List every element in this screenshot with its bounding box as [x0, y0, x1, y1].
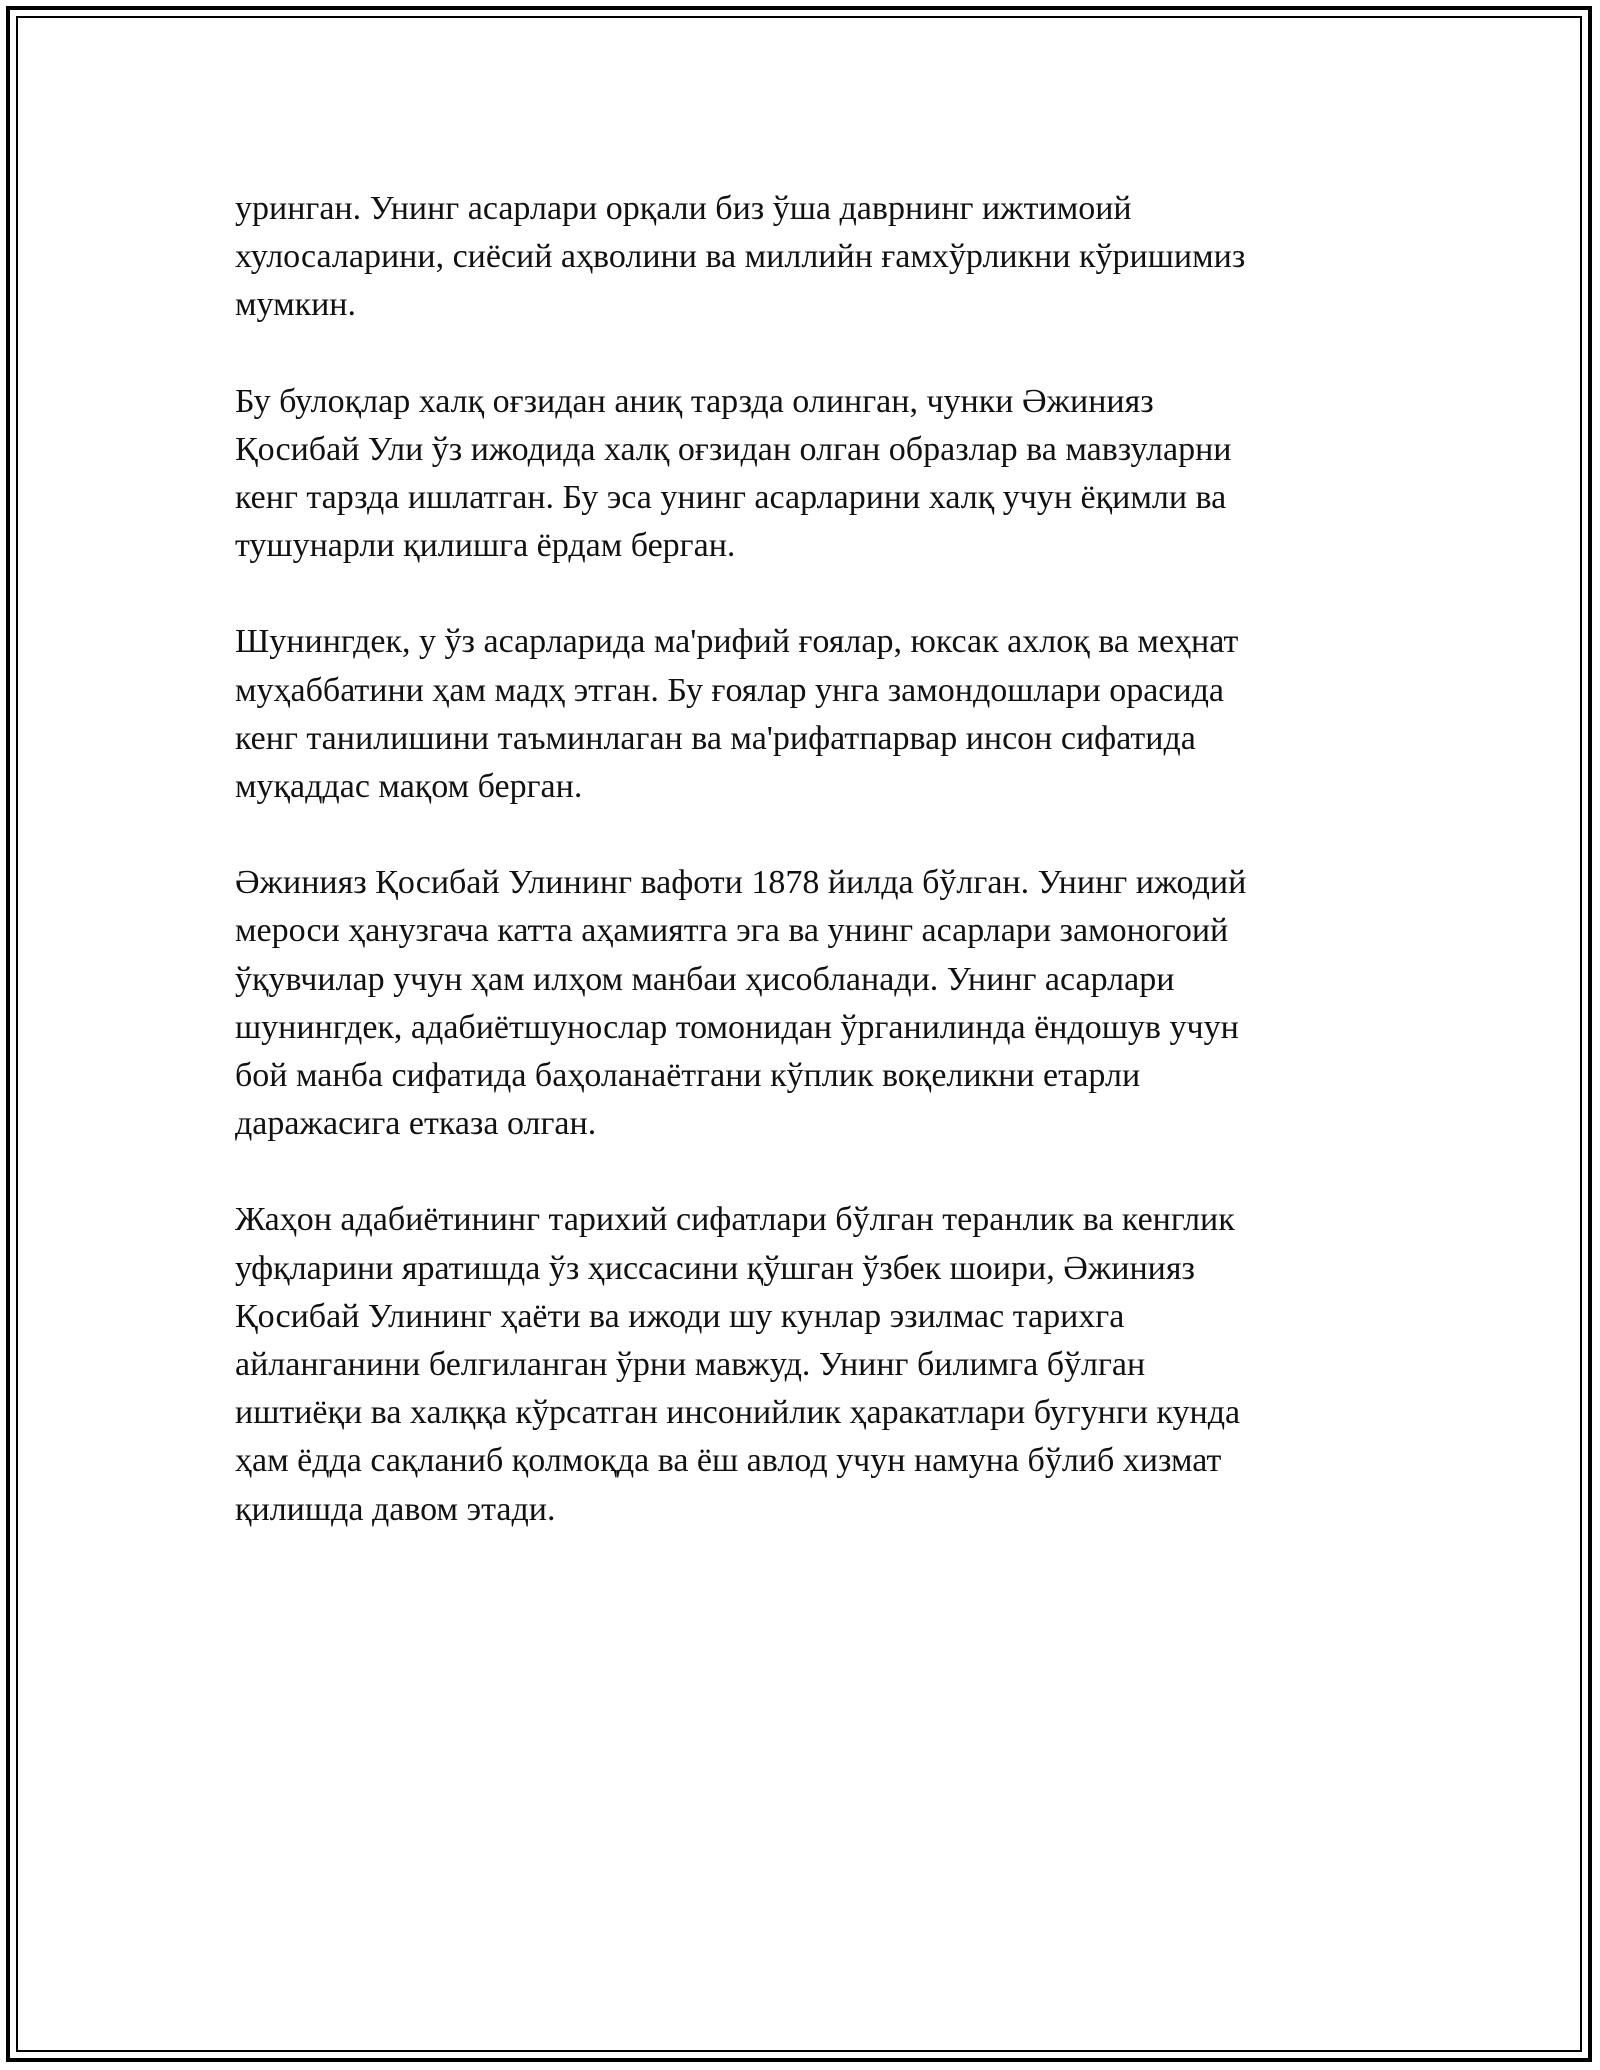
paragraph-1: уринган. Унинг асарлари орқали биз ўша даврнинг ижтимоий хулосаларини, сиёсий аҳволини ва миллийн ғамхўрликни кўришимиз мумкин. — [235, 190, 1246, 324]
paragraph-4: Әжинияз Қосибай Улининг вафоти 1878 йилда бўлган. Унинг ижодий мероси ҳанузгача катта аҳамиятга эга ва унинг асарлари замоногоий ўқувчилар учун ҳам илҳом манбаи ҳисобланади. Унинг асарлари шунингдек, адабиётшунослар томонидан ўрганилинда ёндошув учун бой манба сифатида баҳоланаётгани кўплик воқеликни етарли даражасига етказа олган. — [235, 864, 1247, 1143]
paragraph-3: Шунингдек, у ўз асарларида ма'рифий ғоялар, юксак ахлоқ ва меҳнат муҳаббатини ҳам мадҳ этган. Бу ғоялар унга замондошлари орасида кенг танилишини таъминлаган ва ма'рифатпарвар инсон сифатида муқаддас мақом берган. — [235, 623, 1239, 806]
paragraph-5: Жаҳон адабиётининг тарихий сифатлари бўлган теранлик ва кенглик уфқларини яратишда ўз ҳиссасини қўшган ўзбек шоири, Әжинияз Қосибай Улининг ҳаёти ва ижоди шу кунлар эзилмас тарихга айланганини белгиланган ўрни мавжуд. Унинг билимга бўлган иштиёқи ва халққа кўрсатган инсонийлик ҳаракатлари бугунги кунда ҳам ёдда сақланиб қолмоқда ва ёш авлод учун намуна бўлиб хизмат қилишда давом этади. — [235, 1201, 1241, 1528]
paragraph-2: Бу булоқлар халқ оғзидан аниқ тарзда олинган, чунки Әжинияз Қосибай Ули ўз ижодида халқ оғзидан олган образлар ва мавзуларни кенг тарзда ишлатган. Бу эса унинг асарларини халқ учун ёқимли ва тушунарли қилишга ёрдам берган. — [235, 382, 1232, 565]
document-body — [235, 185, 1365, 1582]
